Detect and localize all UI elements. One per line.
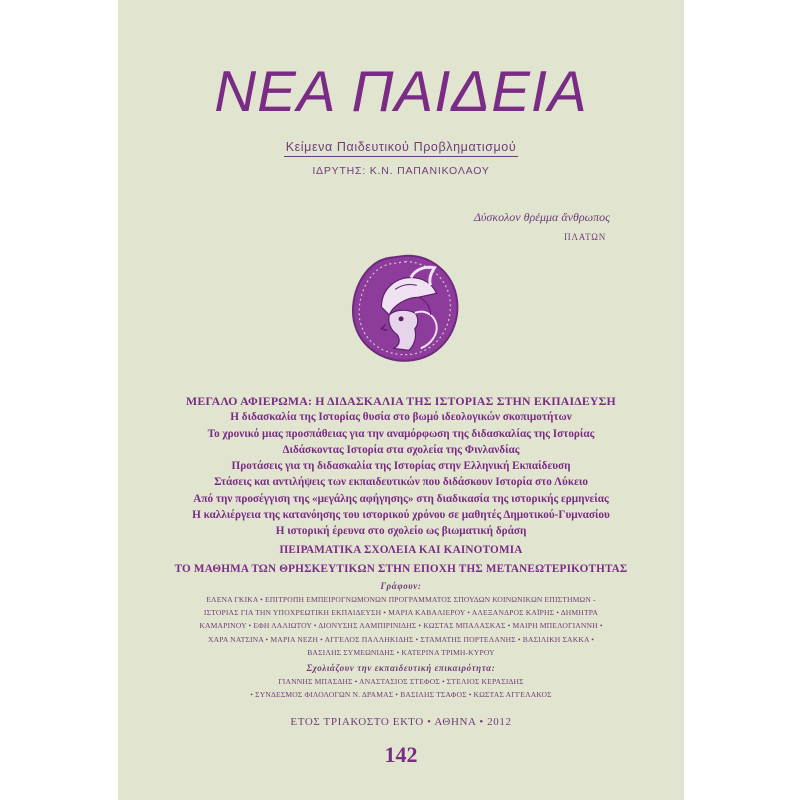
magazine-cover: [118, 0, 684, 800]
authors-line: ΒΑΣΙΛΗΣ ΣΥΜΕΩΝΙΔΗΣ • ΚΑΤΕΡΙΝΑ ΤΡΙΜΗ-ΚΥΡΟΥ: [307, 648, 495, 658]
authors-line: ΚΑΜΑΡΙΝΟΥ • ΕΦΗ ΛΑΛΙΩΤΟΥ • ΔΙΟΝΥΣΗΣ ΛΑΜΠΙΡΙΝΙΔΗΣ • ΚΩΣΤΑΣ ΜΠΑΛΑΣΚΑΣ • ΜΑΙΡΗ ΜΠΕΛΟΓΙΑΝΝΗ •: [199, 621, 603, 631]
magazine-subtitle: [118, 140, 684, 154]
authors-line: ΙΣΤΟΡΙΑΣ ΓΙΑ ΤΗΝ ΥΠΟΧΡΕΩΤΙΚΗ ΕΚΠΑΙΔΕΥΣΗ • ΜΑΡΙΑ ΚΑΒΑΛΙΕΡΟΥ • ΑΛΕΞΑΝΔΡΟΣ ΚΑΪΡΗΣ • ΔΗΜΗΤΡΑ: [203, 607, 599, 617]
authors-line: ΕΛΕΝΑ ΓΚΙΚΑ • ΕΠΙΤΡΟΠΗ ΕΜΠΕΙΡΟΓΝΩΜΟΝΩΝ ΠΡΟΓΡΑΜΜΑΤΟΣ ΣΠΟΥΔΩΝ ΚΟΙΝΩΝΙΚΩΝ ΕΠΙΣΤΗΜΩΝ -: [206, 594, 596, 604]
section-heading: ΠΕΙΡΑΜΑΤΙΚΑ ΣΧΟΛΕΙΑ ΚΑΙ ΚΑΙΝΟΤΟΜΙΑ: [279, 543, 523, 556]
athena-coin-icon: [346, 250, 464, 368]
founder-line: ΙΔΡΥΤΗΣ: Κ.Ν. ΠΑΠΑΝΙΚΟΛΑΟΥ: [312, 165, 490, 177]
year-location-line: ΕΤΟΣ ΤΡΙΑΚΟΣΤΟ ΕΚΤΟ • ΑΘΗΝΑ • 2012: [290, 716, 512, 728]
feature-headline: ΜΕΓΑΛΟ ΑΦΙΕΡΩΜΑ: Η ΔΙΔΑΣΚΑΛΙΑ ΤΗΣ ΙΣΤΟΡΙΑΣ ΣΤΗΝ ΕΚΠΑΙΔΕΥΣΗ: [186, 394, 616, 408]
authors-label: Γράφουν:: [380, 580, 422, 591]
article-title: Το χρονικό μιας προσπάθειας για την αναμόρφωση της διδασκαλίας της Ιστορίας: [207, 427, 595, 440]
article-title: Στάσεις και αντιλήψεις των εκπαιδευτικών που διδάσκουν Ιστορία στο Λύκειο: [214, 476, 588, 489]
article-title: Από την προσέγγιση της «μεγάλης αφήγησης» στη διαδικασία της ιστορικής ερμηνείας: [193, 492, 609, 505]
authors-line: ΧΑΡΑ ΝΑΤΣΙΝΑ • ΜΑΡΙΑ ΝΕΖΗ • ΑΓΓΕΛΟΣ ΠΑΛΛΗΚΙΔΗΣ • ΣΤΑΜΑΤΗΣ ΠΟΡΤΕΛΑΝΗΣ • ΒΑΣΙΛΙΚΗ ΣΑΚΚΑ •: [207, 634, 595, 644]
motto: Δύσκολον θρέμμα ἄνθρωπος: [473, 210, 610, 224]
motto-author: ΠΛΑΤΩΝ: [564, 232, 606, 242]
article-title: Η διδασκαλία της Ιστορίας θυσία στο βωμό ιδεολογικών σκοπιμοτήτων: [230, 411, 572, 424]
article-title: Η ιστορική έρευνα στο σχολείο ως βιωματική δράση: [275, 525, 527, 538]
magazine-title: ΝΕΑ ΠΑΙΔΕΙΑ: [214, 59, 588, 124]
table-of-contents: [128, 393, 674, 701]
article-title: Η καλλιέργεια της κατανόησης του ιστορικού χρόνου σε μαθητές Δημοτικού-Γυμνασίου: [192, 508, 610, 521]
issue-number: 142: [384, 742, 418, 767]
subtitle-text: Κείμενα Παιδευτικού Προβληματισμού: [284, 140, 519, 157]
commentary-line: ΓΙΑΝΝΗΣ ΜΠΑΣΔΗΣ • ΑΝΑΣΤΑΣΙΟΣ ΣΤΕΦΟΣ • ΣΤΕΛΙΟΣ ΚΕΡΑΣΙΔΗΣ: [278, 676, 524, 686]
commentary-line: • ΣΥΝΔΕΣΜΟΣ ΦΙΛΟΛΟΓΩΝ Ν. ΔΡΑΜΑΣ • ΒΑΣΙΛΗΣ ΤΣΑΦΟΣ • ΚΩΣΤΑΣ ΑΓΓΕΛΑΚΟΣ: [250, 690, 552, 700]
article-title: Διδάσκοντας Ιστορία στα σχολεία της Φινλανδίας: [282, 443, 520, 456]
section-heading: ΤΟ ΜΑΘΗΜΑ ΤΩΝ ΘΡΗΣΚΕΥΤΙΚΩΝ ΣΤΗΝ ΕΠΟΧΗ ΤΗΣ ΜΕΤΑΝΕΩΤΕΡΙΚΟΤΗΤΑΣ: [174, 563, 628, 576]
commentary-label: Σχολιάζουν την εκπαιδευτική επικαιρότητα:: [306, 662, 496, 673]
article-title: Προτάσεις για τη διδασκαλία της Ιστορίας στην Ελληνική Εκπαίδευση: [231, 460, 571, 473]
